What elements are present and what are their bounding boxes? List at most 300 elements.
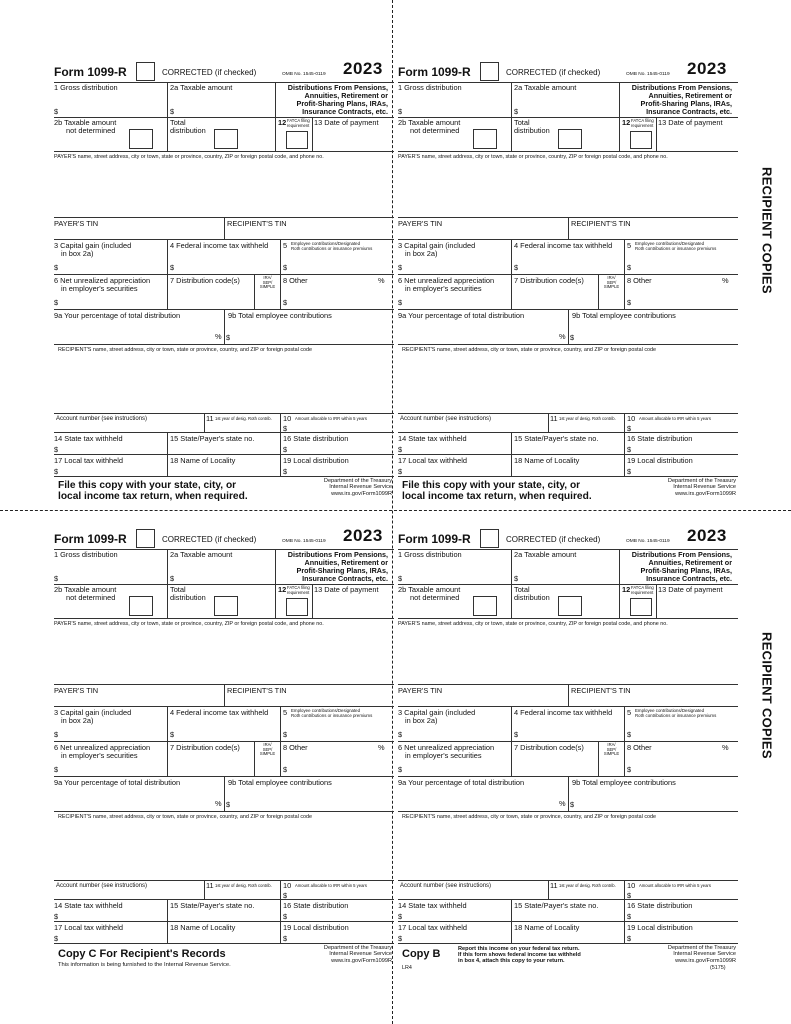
box19-input[interactable]: $ (283, 467, 288, 476)
box5-line: Employee contributions/Designated (291, 708, 361, 713)
box7-label: 7 Distribution code(s) (514, 743, 584, 752)
box2b-checkbox[interactable] (129, 596, 153, 616)
fatca-checkbox[interactable] (286, 131, 308, 149)
box1-input[interactable]: $ (54, 574, 59, 583)
copy-c-subtitle: This information is being furnished to the Internal Revenue Service. (58, 962, 231, 968)
account-number-label: Account number (see instructions) (56, 416, 148, 422)
copy-c-title: Copy C For Recipient's Records (58, 948, 226, 960)
corrected-checkbox[interactable] (136, 62, 155, 81)
box8-percent: % (722, 743, 729, 752)
corrected-checkbox[interactable] (480, 529, 499, 548)
box10-description: Amount allocable to IRR within 5 years (295, 883, 367, 888)
dept-line: Internal Revenue Service (673, 951, 736, 958)
box3-line: 3 Capital gain (included (398, 708, 476, 717)
box13-label: 13 Date of payment (314, 585, 379, 594)
box2b-checkbox[interactable] (473, 129, 497, 149)
ira-line: SEP/ (606, 279, 617, 285)
box1-label: 1 Gross distribution (54, 83, 118, 92)
box8-input[interactable]: $ (627, 765, 632, 774)
box4-input[interactable]: $ (170, 263, 175, 272)
box5-description (635, 709, 716, 718)
box2b-line: 2b Taxable amount (398, 585, 461, 594)
corrected-label: CORRECTED (if checked) (506, 68, 601, 77)
box2b-line: not determined (66, 593, 116, 602)
recipient-info-label: RECIPIENT'S name, street address, city or town, state or province, country, and ZIP or foreign postal code (402, 814, 657, 820)
box16-label: 16 State distribution (283, 434, 349, 443)
payer-info-field[interactable] (398, 161, 738, 217)
form-1099r (54, 61, 394, 521)
dept-line: Internal Revenue Service (673, 484, 736, 491)
box10-description: Amount allocable to IRR within 5 years (639, 416, 711, 421)
box19-input[interactable]: $ (283, 934, 288, 943)
box16-label: 16 State distribution (627, 901, 693, 910)
box4-input[interactable]: $ (170, 730, 175, 739)
box5-input[interactable]: $ (283, 263, 288, 272)
recipient-info-field[interactable] (398, 822, 738, 880)
dept-line: Department of the Treasury (667, 945, 736, 951)
payer-tin-label: PAYER'S TIN (54, 219, 99, 228)
box3-input[interactable]: $ (398, 730, 403, 739)
box5-line: Roth contributions or insurance premiums (291, 712, 373, 718)
box6-input[interactable]: $ (54, 765, 59, 774)
ira-line: SIMPLE (603, 751, 620, 757)
box3-input[interactable]: $ (54, 730, 59, 739)
recipient-info-field[interactable] (54, 355, 394, 413)
tax-year: 2023 (687, 526, 727, 545)
box16-input[interactable]: $ (283, 912, 288, 921)
ira-line: IRA/ (263, 742, 272, 747)
side-label-bottom: RECIPIENT COPIES (759, 631, 775, 759)
box1-input[interactable]: $ (398, 574, 403, 583)
box5-input[interactable]: $ (283, 730, 288, 739)
box14-label: 14 State tax withheld (398, 901, 467, 910)
ira-sep-simple-label (599, 743, 624, 757)
box2b-line: 2b Taxable amount (54, 585, 117, 594)
box14-label: 14 State tax withheld (54, 434, 123, 443)
box15-label: 15 State/Payer's state no. (514, 434, 599, 443)
tax-year: 2023 (687, 59, 727, 78)
title-line: Insurance Contracts, etc. (302, 574, 388, 583)
box2a-input[interactable]: $ (170, 574, 175, 583)
box2b-label (54, 119, 116, 135)
box14-input[interactable]: $ (54, 912, 59, 921)
box6-line: 6 Net unrealized appreciation (54, 276, 151, 285)
corrected-checkbox[interactable] (136, 529, 155, 548)
box3-line: 3 Capital gain (included (54, 241, 132, 250)
box11-label: 11 (550, 414, 558, 423)
box4-input[interactable]: $ (514, 263, 519, 272)
recipient-info-field[interactable] (398, 355, 738, 413)
box19-input[interactable]: $ (627, 934, 632, 943)
box8-label: 8 Other (627, 743, 652, 752)
recipient-tin-label: RECIPIENT'S TIN (571, 219, 631, 228)
fatca-checkbox[interactable] (630, 131, 652, 149)
ira-sep-simple-label (255, 743, 280, 757)
payer-info-label: PAYER'S name, street address, city or town, state or province, country, ZIP or foreign postal code, and phone no. (54, 621, 324, 627)
box4-label: 4 Federal income tax withheld (514, 241, 613, 250)
box5-line: Employee contributions/Designated (291, 241, 361, 246)
box14-input[interactable]: $ (54, 445, 59, 454)
omb-number: OMB No. 1545-0119 (282, 72, 326, 77)
total-distribution-checkbox[interactable] (558, 596, 582, 616)
box3-label (398, 242, 475, 258)
box1-input[interactable]: $ (54, 107, 59, 116)
box16-label: 16 State distribution (283, 901, 349, 910)
box8-input[interactable]: $ (283, 765, 288, 774)
box9a-label: 9a Your percentage of total distribution (54, 311, 181, 320)
box2a-label: 2a Taxable amount (514, 83, 577, 92)
box8-label: 8 Other (283, 743, 308, 752)
box8-percent: % (378, 276, 385, 285)
box18-label: 18 Name of Locality (170, 923, 236, 932)
box12-label: 12 (622, 585, 631, 594)
box8-percent: % (378, 743, 385, 752)
box14-input[interactable]: $ (398, 912, 403, 921)
ira-sep-simple-label (599, 276, 624, 290)
recipient-info-field[interactable] (54, 822, 394, 880)
total-distribution-label (170, 119, 206, 135)
fatca-label (287, 119, 310, 128)
recipient-tin-label: RECIPIENT'S TIN (227, 686, 287, 695)
box4-label: 4 Federal income tax withheld (170, 241, 269, 250)
title-line: Annuities, Retirement or (304, 558, 388, 567)
form-name: Form 1099-R (54, 532, 127, 546)
box9b-input[interactable]: $ (570, 333, 575, 342)
box2a-label: 2a Taxable amount (514, 550, 577, 559)
fatca-label (631, 119, 654, 128)
box2a-input[interactable]: $ (514, 107, 519, 116)
box6-input[interactable]: $ (398, 298, 403, 307)
fatca-label (631, 586, 654, 595)
box5-input[interactable]: $ (627, 730, 632, 739)
payer-info-label: PAYER'S name, street address, city or town, state or province, country, ZIP or foreign postal code, and phone no. (398, 621, 668, 627)
box9b-input[interactable]: $ (226, 800, 231, 809)
fatca-line: requirement (631, 122, 654, 128)
fatca-line: requirement (631, 589, 654, 595)
box6-line: 6 Net unrealized appreciation (54, 743, 151, 752)
dept-line: www.irs.gov/Form1099R (331, 490, 392, 497)
box4-input[interactable]: $ (514, 730, 519, 739)
box13-label: 13 Date of payment (658, 118, 723, 127)
file-notice-line: local income tax return, when required. (58, 491, 248, 502)
fatca-line: requirement (287, 122, 310, 128)
total-line: distribution (514, 126, 550, 135)
box8-input[interactable]: $ (283, 298, 288, 307)
box6-line: 6 Net unrealized appreciation (398, 743, 495, 752)
title-line: Annuities, Retirement or (304, 91, 388, 100)
title-line: Profit-Sharing Plans, IRAs, (640, 99, 732, 108)
box10-input[interactable]: $ (627, 424, 632, 433)
dept-line: www.irs.gov/Form1099R (331, 957, 392, 964)
box9b-label: 9b Total employee contributions (228, 778, 332, 787)
box2b-checkbox[interactable] (129, 129, 153, 149)
box2b-label (398, 119, 460, 135)
box3-input[interactable]: $ (54, 263, 59, 272)
box6-label (54, 277, 150, 293)
total-line: Total (514, 585, 530, 594)
box17-label: 17 Local tax withheld (54, 923, 124, 932)
box5-description (291, 242, 372, 251)
form-name: Form 1099-R (54, 65, 127, 79)
ira-line: SIMPLE (259, 751, 276, 757)
box9b-label: 9b Total employee contributions (228, 311, 332, 320)
box18-label: 18 Name of Locality (170, 456, 236, 465)
dept-line: Department of the Treasury (667, 478, 736, 484)
box11-label: 11 (206, 414, 214, 423)
box9b-input[interactable]: $ (570, 800, 575, 809)
department-of-treasury (269, 478, 392, 497)
title-line: Insurance Contracts, etc. (302, 107, 388, 116)
box2a-input[interactable]: $ (170, 107, 175, 116)
box17-input[interactable]: $ (54, 934, 59, 943)
box16-input[interactable]: $ (627, 912, 632, 921)
ira-line: SEP/ (262, 279, 273, 285)
box2a-label: 2a Taxable amount (170, 83, 233, 92)
box3-label (54, 242, 131, 258)
box3-line: 3 Capital gain (included (398, 241, 476, 250)
box17-label: 17 Local tax withheld (54, 456, 124, 465)
report-line: Report this income on your federal tax return. (458, 946, 580, 952)
payer-info-field[interactable] (54, 628, 394, 684)
box9a-percent: % (559, 799, 566, 808)
title-line: Annuities, Retirement or (648, 558, 732, 567)
box11-label: 11 (206, 881, 214, 890)
corrected-label: CORRECTED (if checked) (506, 535, 601, 544)
total-line: distribution (514, 593, 550, 602)
box19-label: 19 Local distribution (627, 923, 693, 932)
payer-tin-label: PAYER'S TIN (398, 686, 443, 695)
box10-input[interactable]: $ (283, 891, 288, 900)
box2b-label (398, 586, 460, 602)
box2b-line: 2b Taxable amount (398, 118, 461, 127)
form-title (274, 84, 388, 116)
dept-line: Internal Revenue Service (329, 484, 392, 491)
box15-label: 15 State/Payer's state no. (170, 901, 255, 910)
report-line: If this form shows federal income tax withheld (458, 952, 581, 959)
box4-label: 4 Federal income tax withheld (514, 708, 613, 717)
ira-line: IRA/ (263, 275, 272, 280)
box14-input[interactable]: $ (398, 445, 403, 454)
box17-label: 17 Local tax withheld (398, 923, 468, 932)
box6-line: in employer's securities (405, 751, 482, 760)
box17-input[interactable]: $ (398, 934, 403, 943)
box10-input[interactable]: $ (627, 891, 632, 900)
box5-input[interactable]: $ (627, 263, 632, 272)
box9b-label: 9b Total employee contributions (572, 311, 676, 320)
box9b-label: 9b Total employee contributions (572, 778, 676, 787)
form-1099r (54, 528, 394, 988)
box9a-percent: % (559, 332, 566, 341)
ira-line: IRA/ (607, 275, 616, 280)
corrected-checkbox[interactable] (480, 62, 499, 81)
box5-line: Roth contributions or insurance premiums (635, 712, 717, 718)
title-line: Annuities, Retirement or (648, 91, 732, 100)
payer-tin-label: PAYER'S TIN (398, 219, 443, 228)
ira-line: SEP/ (606, 746, 617, 752)
payer-tin-label: PAYER'S TIN (54, 686, 99, 695)
total-line: distribution (170, 593, 206, 602)
total-distribution-checkbox[interactable] (214, 596, 238, 616)
box10-description: Amount allocable to IRR within 5 years (639, 883, 711, 888)
box10-label: 10 (627, 414, 636, 423)
box6-input[interactable]: $ (54, 298, 59, 307)
box5-line: Roth contributions or insurance premiums (635, 245, 717, 251)
title-line: Distributions From Pensions, (287, 83, 388, 92)
box2b-checkbox[interactable] (473, 596, 497, 616)
box16-input[interactable]: $ (283, 445, 288, 454)
box3-label (398, 709, 475, 725)
box17-label: 17 Local tax withheld (398, 456, 468, 465)
account-number-label: Account number (see instructions) (400, 883, 492, 889)
box2b-line: not determined (410, 126, 460, 135)
box10-label: 10 (283, 881, 292, 890)
form-code: LR4 (402, 965, 412, 971)
box12-label: 12 (278, 585, 287, 594)
box11-description: 1st year of desig. Roth contrib. (215, 416, 272, 421)
fatca-checkbox[interactable] (630, 598, 652, 616)
omb-number: OMB No. 1545-0119 (626, 72, 670, 77)
box14-label: 14 State tax withheld (398, 434, 467, 443)
tax-year: 2023 (343, 59, 383, 78)
file-copy-notice (402, 480, 592, 502)
box5-label: 5 (283, 241, 288, 250)
total-distribution-label (170, 586, 206, 602)
report-line: in box 4, attach this copy to your return. (458, 958, 565, 965)
payer-info-field[interactable] (54, 161, 394, 217)
fatca-line: FATCA filing (287, 118, 310, 123)
box9a-label: 9a Your percentage of total distribution (54, 778, 181, 787)
total-distribution-checkbox[interactable] (214, 129, 238, 149)
file-notice-line: File this copy with your state, city, or (58, 480, 237, 491)
dept-line: Department of the Treasury (323, 945, 392, 951)
box17-input[interactable]: $ (398, 467, 403, 476)
box11-description: 1st year of desig. Roth contrib. (559, 416, 616, 421)
box2b-line: not determined (66, 126, 116, 135)
box3-line: in box 2a) (61, 716, 94, 725)
box16-input[interactable]: $ (627, 445, 632, 454)
form-1099r (398, 61, 738, 521)
fatca-line: FATCA filing (287, 585, 310, 590)
box5-label: 5 (283, 708, 288, 717)
dept-line: Internal Revenue Service (329, 951, 392, 958)
box3-label (54, 709, 131, 725)
box13-label: 13 Date of payment (658, 585, 723, 594)
total-distribution-checkbox[interactable] (558, 129, 582, 149)
box5-label: 5 (627, 241, 632, 250)
box6-line: 6 Net unrealized appreciation (398, 276, 495, 285)
box2a-input[interactable]: $ (514, 574, 519, 583)
box7-label: 7 Distribution code(s) (514, 276, 584, 285)
department-of-treasury (269, 945, 392, 964)
dept-line: Department of the Treasury (323, 478, 392, 484)
box3-line: 3 Capital gain (included (54, 708, 132, 717)
box10-input[interactable]: $ (283, 424, 288, 433)
fatca-line: FATCA filing (631, 585, 654, 590)
box18-label: 18 Name of Locality (514, 923, 580, 932)
account-number-label: Account number (see instructions) (56, 883, 148, 889)
box13-label: 13 Date of payment (314, 118, 379, 127)
recipient-tin-label: RECIPIENT'S TIN (227, 219, 287, 228)
title-line: Insurance Contracts, etc. (646, 574, 732, 583)
title-line: Distributions From Pensions, (631, 550, 732, 559)
box6-line: in employer's securities (61, 751, 138, 760)
box12-label: 12 (622, 118, 631, 127)
box19-input[interactable]: $ (627, 467, 632, 476)
box6-line: in employer's securities (61, 284, 138, 293)
ira-line: SIMPLE (603, 284, 620, 290)
form-title (618, 551, 732, 583)
box9a-label: 9a Your percentage of total distribution (398, 778, 525, 787)
box1-label: 1 Gross distribution (54, 550, 118, 559)
copy-b-title: Copy B (402, 948, 441, 960)
box17-input[interactable]: $ (54, 467, 59, 476)
department-of-treasury (613, 478, 736, 497)
dept-line: www.irs.gov/Form1099R (675, 957, 736, 964)
file-copy-notice (58, 480, 248, 502)
box19-label: 19 Local distribution (283, 923, 349, 932)
box2a-label: 2a Taxable amount (170, 550, 233, 559)
title-line: Distributions From Pensions, (287, 550, 388, 559)
box6-label (398, 744, 494, 760)
box1-label: 1 Gross distribution (398, 83, 462, 92)
ira-sep-simple-label (255, 276, 280, 290)
box8-percent: % (722, 276, 729, 285)
box1-label: 1 Gross distribution (398, 550, 462, 559)
box4-label: 4 Federal income tax withheld (170, 708, 269, 717)
payer-info-label: PAYER'S name, street address, city or town, state or province, country, ZIP or foreign postal code, and phone no. (398, 154, 668, 160)
ira-line: SIMPLE (259, 284, 276, 290)
account-number-label: Account number (see instructions) (400, 416, 492, 422)
form-title (618, 84, 732, 116)
title-line: Profit-Sharing Plans, IRAs, (640, 566, 732, 575)
title-line: Distributions From Pensions, (631, 83, 732, 92)
box5-line: Employee contributions/Designated (635, 241, 705, 246)
recipient-tin-label: RECIPIENT'S TIN (571, 686, 631, 695)
fatca-checkbox[interactable] (286, 598, 308, 616)
title-line: Insurance Contracts, etc. (646, 107, 732, 116)
recipient-info-label: RECIPIENT'S name, street address, city or town, state or province, country, and ZIP or foreign postal code (402, 347, 657, 353)
box14-label: 14 State tax withheld (54, 901, 123, 910)
title-line: Profit-Sharing Plans, IRAs, (296, 99, 388, 108)
box15-label: 15 State/Payer's state no. (514, 901, 599, 910)
box6-input[interactable]: $ (398, 765, 403, 774)
box9a-percent: % (215, 332, 222, 341)
ira-line: SEP/ (262, 746, 273, 752)
total-line: Total (170, 118, 186, 127)
box2b-line: 2b Taxable amount (54, 118, 117, 127)
box7-label: 7 Distribution code(s) (170, 743, 240, 752)
box9a-label: 9a Your percentage of total distribution (398, 311, 525, 320)
box11-label: 11 (550, 881, 558, 890)
box1-input[interactable]: $ (398, 107, 403, 116)
box9b-input[interactable]: $ (226, 333, 231, 342)
dept-line: www.irs.gov/Form1099R (675, 490, 736, 497)
box8-input[interactable]: $ (627, 298, 632, 307)
box6-line: in employer's securities (405, 284, 482, 293)
box3-input[interactable]: $ (398, 263, 403, 272)
payer-info-label: PAYER'S name, street address, city or town, state or province, country, ZIP or foreign postal code, and phone no. (54, 154, 324, 160)
box3-line: in box 2a) (405, 716, 438, 725)
form-name: Form 1099-R (398, 532, 471, 546)
box10-description: Amount allocable to IRR within 5 years (295, 416, 367, 421)
corrected-label: CORRECTED (if checked) (162, 68, 257, 77)
box9a-percent: % (215, 799, 222, 808)
box6-label (54, 744, 150, 760)
box10-label: 10 (283, 414, 292, 423)
payer-info-field[interactable] (398, 628, 738, 684)
box11-description: 1st year of desig. Roth contrib. (559, 883, 616, 888)
copy-b-instructions (458, 946, 581, 965)
